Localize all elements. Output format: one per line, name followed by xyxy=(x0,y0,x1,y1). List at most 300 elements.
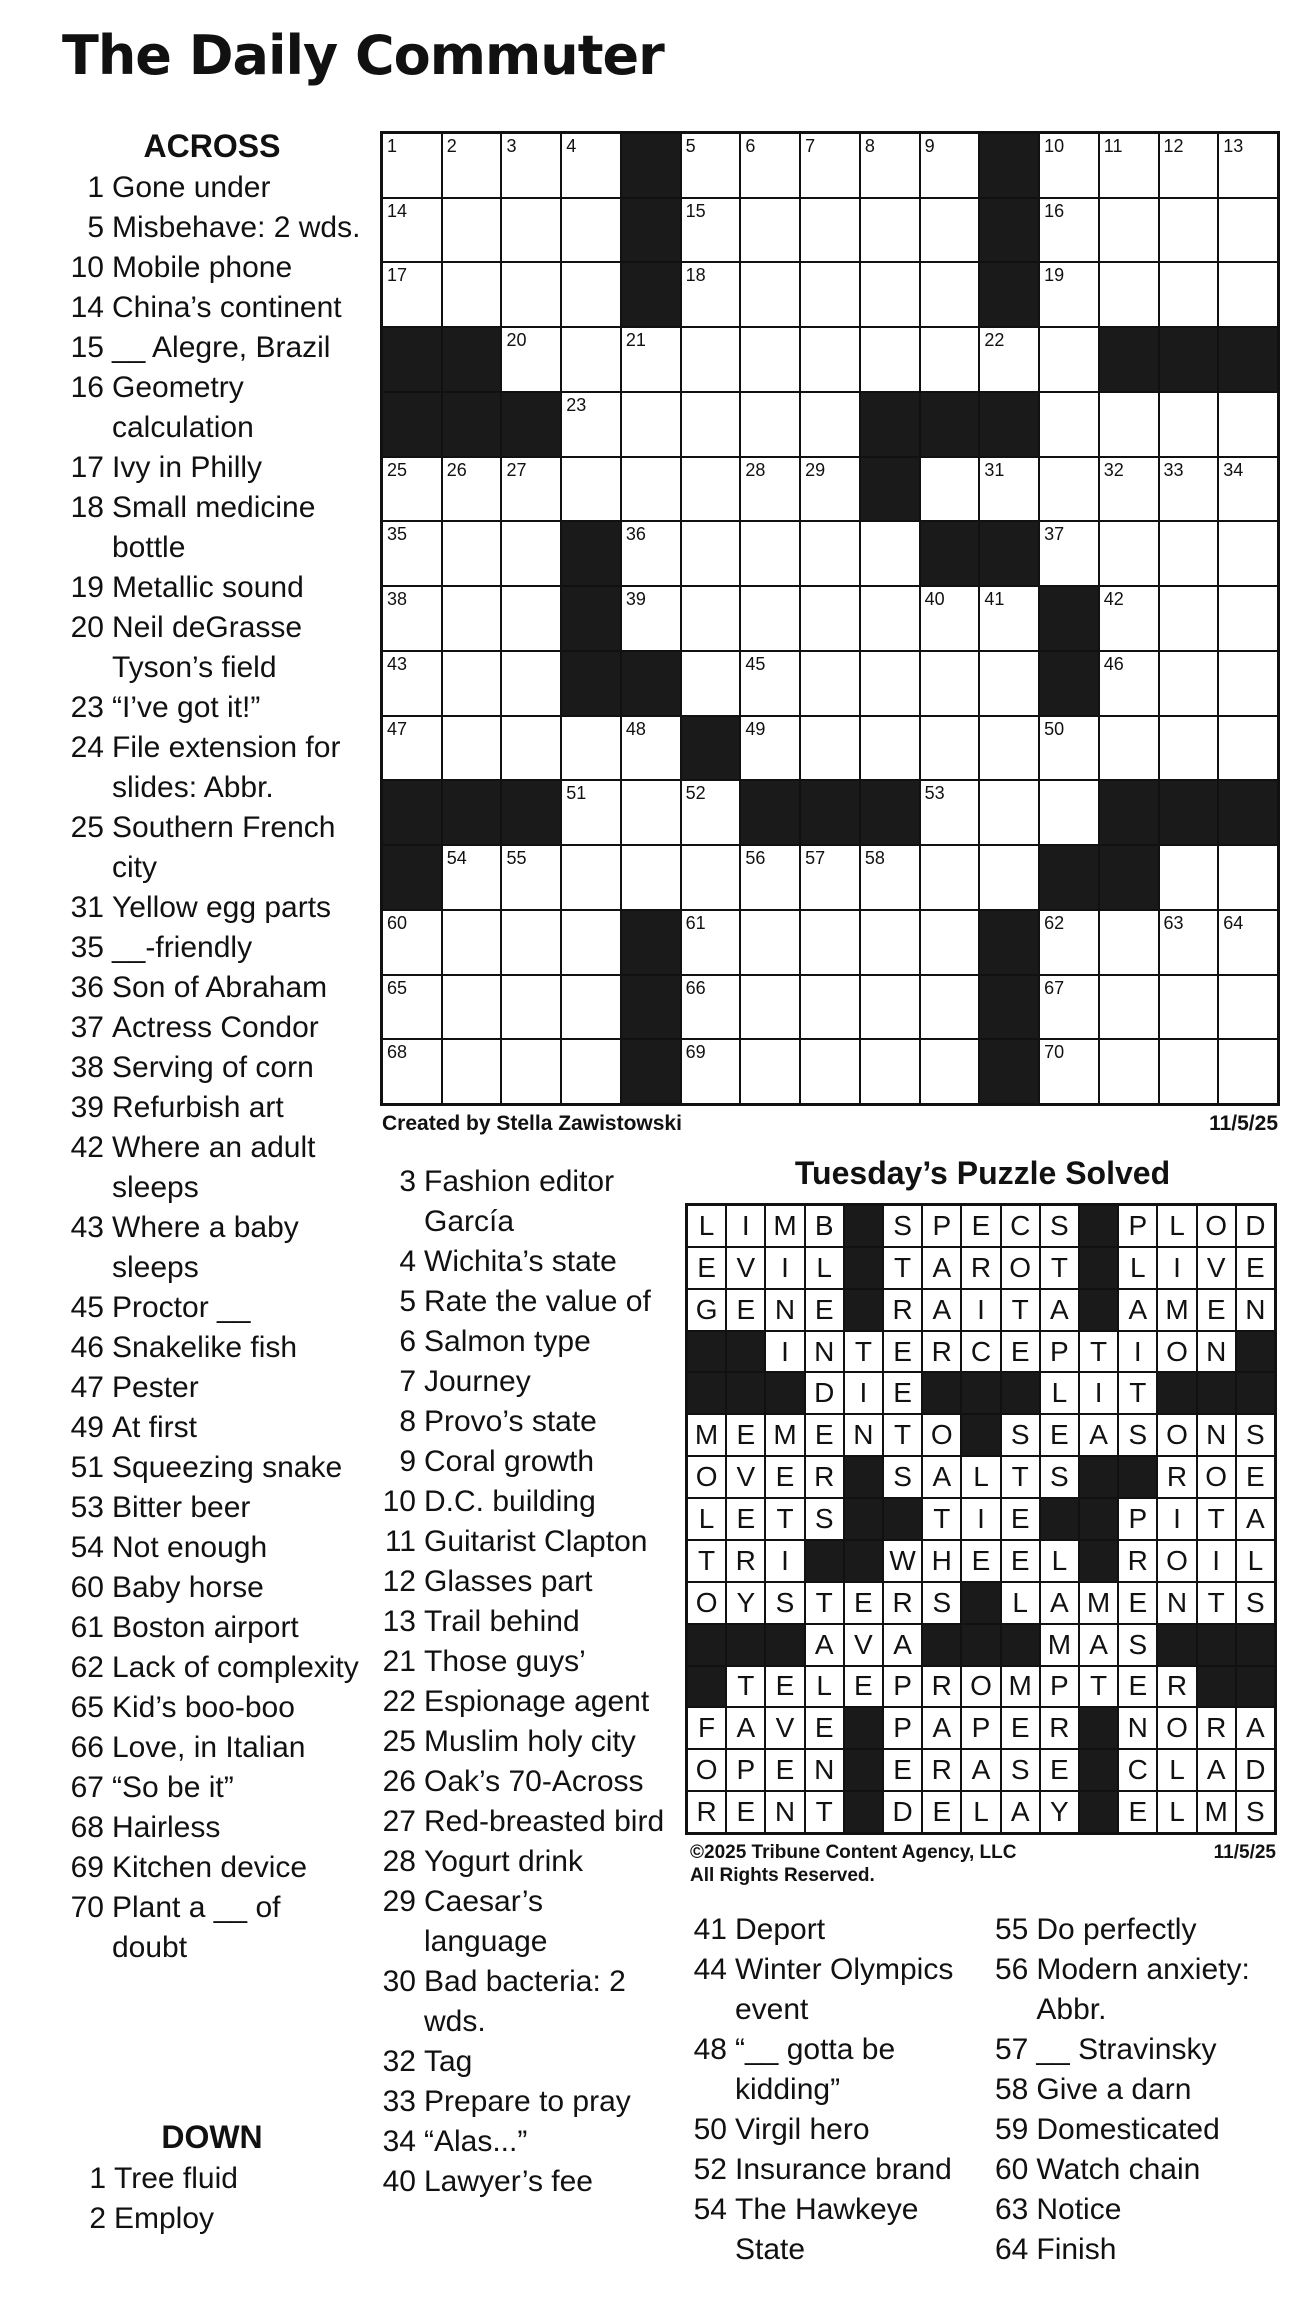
grid-cell[interactable] xyxy=(443,522,501,585)
grid-cell[interactable] xyxy=(801,587,859,650)
solved-letter: I xyxy=(766,1332,803,1372)
grid-cell[interactable] xyxy=(801,522,859,585)
grid-cell[interactable] xyxy=(1100,393,1158,456)
grid-cell[interactable] xyxy=(562,781,620,844)
clue-text: Modern anxiety: Abbr. xyxy=(1036,1953,1250,2026)
solved-letter: E xyxy=(884,1750,921,1790)
grid-cell[interactable] xyxy=(1100,911,1158,974)
grid-cell[interactable] xyxy=(921,976,979,1039)
grid-cell[interactable] xyxy=(443,846,501,909)
grid-cell[interactable] xyxy=(1219,1040,1277,1103)
grid-cell[interactable] xyxy=(741,976,799,1039)
grid-cell[interactable] xyxy=(1160,199,1218,262)
solved-block xyxy=(1002,1625,1039,1665)
grid-cell[interactable] xyxy=(622,393,680,456)
clue-item xyxy=(374,1962,674,2042)
solved-block xyxy=(845,1248,882,1288)
solved-block xyxy=(845,1206,882,1246)
grid-cell[interactable] xyxy=(921,458,979,521)
solved-letter: S xyxy=(884,1457,921,1497)
solved-block xyxy=(845,1750,882,1790)
cell-number: 15 xyxy=(685,200,706,221)
grid-cell[interactable] xyxy=(383,134,441,197)
grid-cell[interactable] xyxy=(622,781,680,844)
grid-block xyxy=(980,1040,1038,1103)
solved-letter: A xyxy=(923,1457,960,1497)
solved-puzzle-title: Tuesday’s Puzzle Solved xyxy=(794,1155,1171,1191)
clue-item xyxy=(62,1008,362,1048)
grid-cell[interactable] xyxy=(682,846,740,909)
grid-cell[interactable] xyxy=(1100,522,1158,585)
clue-number: 12 xyxy=(382,1565,416,1598)
solved-letter: N xyxy=(1237,1290,1274,1330)
grid-cell[interactable] xyxy=(980,846,1038,909)
solved-letter: R xyxy=(923,1332,960,1372)
grid-cell[interactable] xyxy=(921,652,979,715)
grid-cell[interactable] xyxy=(861,522,919,585)
grid-cell[interactable] xyxy=(741,846,799,909)
clue-number: 36 xyxy=(70,971,104,1004)
clue-item xyxy=(62,208,362,248)
solved-letter: E xyxy=(727,1415,764,1455)
clue-text: Pester xyxy=(112,1371,199,1404)
grid-cell[interactable] xyxy=(682,134,740,197)
clue-number: 43 xyxy=(70,1211,104,1244)
solved-letter: A xyxy=(1119,1290,1156,1330)
solved-letter: E xyxy=(727,1290,764,1330)
grid-cell[interactable] xyxy=(383,522,441,585)
grid-cell[interactable] xyxy=(801,393,859,456)
clue-number: 60 xyxy=(995,2153,1029,2186)
grid-cell[interactable] xyxy=(801,911,859,974)
solved-block xyxy=(1237,1332,1274,1372)
grid-cell[interactable] xyxy=(801,717,859,780)
grid-block xyxy=(1040,587,1098,650)
cell-number: 33 xyxy=(1163,459,1184,480)
grid-cell[interactable] xyxy=(1100,652,1158,715)
grid-cell[interactable] xyxy=(980,328,1038,391)
grid-cell[interactable] xyxy=(562,134,620,197)
grid-cell[interactable] xyxy=(1040,199,1098,262)
grid-cell[interactable] xyxy=(741,717,799,780)
solved-letter: T xyxy=(884,1415,921,1455)
clue-number: 51 xyxy=(70,1451,104,1484)
clue-item xyxy=(62,1208,362,1288)
grid-cell[interactable] xyxy=(921,781,979,844)
solved-block xyxy=(845,1792,882,1832)
grid-cell[interactable] xyxy=(861,134,919,197)
grid-cell[interactable] xyxy=(861,263,919,326)
grid-cell[interactable] xyxy=(383,587,441,650)
grid-cell[interactable] xyxy=(502,911,560,974)
grid-cell[interactable] xyxy=(622,522,680,585)
grid-cell[interactable] xyxy=(1040,522,1098,585)
cell-number: 5 xyxy=(685,136,696,156)
solved-letter: A xyxy=(923,1248,960,1288)
grid-cell[interactable] xyxy=(741,587,799,650)
grid-cell[interactable] xyxy=(443,652,501,715)
cell-number: 64 xyxy=(1223,912,1244,933)
grid-cell[interactable] xyxy=(741,134,799,197)
solved-letter: T xyxy=(1198,1499,1235,1539)
grid-cell[interactable] xyxy=(383,263,441,326)
solved-letter: E xyxy=(766,1457,803,1497)
grid-cell[interactable] xyxy=(861,199,919,262)
grid-cell[interactable] xyxy=(502,199,560,262)
grid-cell[interactable] xyxy=(562,911,620,974)
grid-cell[interactable] xyxy=(741,328,799,391)
clue-item xyxy=(62,168,362,208)
grid-cell[interactable] xyxy=(1100,458,1158,521)
grid-cell[interactable] xyxy=(682,911,740,974)
grid-cell[interactable] xyxy=(801,328,859,391)
grid-cell[interactable] xyxy=(682,781,740,844)
solved-letter: E xyxy=(923,1792,960,1832)
grid-cell[interactable] xyxy=(1040,134,1098,197)
clue-item xyxy=(374,2122,674,2162)
grid-cell[interactable] xyxy=(1040,717,1098,780)
grid-cell[interactable] xyxy=(562,328,620,391)
solved-letter: N xyxy=(1198,1332,1235,1372)
grid-cell[interactable] xyxy=(443,458,501,521)
solved-letter: E xyxy=(727,1792,764,1832)
grid-cell[interactable] xyxy=(1160,134,1218,197)
grid-block xyxy=(801,781,859,844)
solved-letter: T xyxy=(1002,1457,1039,1497)
clue-number: 62 xyxy=(70,1651,104,1684)
grid-cell[interactable] xyxy=(741,263,799,326)
grid-cell[interactable] xyxy=(682,652,740,715)
grid-cell[interactable] xyxy=(682,976,740,1039)
grid-cell[interactable] xyxy=(443,199,501,262)
solved-block xyxy=(1041,1499,1078,1539)
grid-cell[interactable] xyxy=(1100,717,1158,780)
grid-cell[interactable] xyxy=(1219,199,1277,262)
grid-cell[interactable] xyxy=(741,652,799,715)
grid-cell[interactable] xyxy=(801,199,859,262)
clue-text: Hairless xyxy=(112,1811,221,1844)
grid-cell[interactable] xyxy=(1219,263,1277,326)
grid-cell[interactable] xyxy=(741,199,799,262)
grid-block xyxy=(443,393,501,456)
grid-cell[interactable] xyxy=(1219,846,1277,909)
clue-number: 37 xyxy=(70,1011,104,1044)
grid-cell[interactable] xyxy=(383,199,441,262)
clue-text: Provo’s state xyxy=(424,1405,597,1438)
grid-cell[interactable] xyxy=(1160,458,1218,521)
solved-letter: L xyxy=(1158,1792,1195,1832)
solved-letter: O xyxy=(1158,1415,1195,1455)
clue-text: Boston airport xyxy=(112,1611,299,1644)
grid-cell[interactable] xyxy=(801,134,859,197)
grid-cell[interactable] xyxy=(502,458,560,521)
solved-block xyxy=(727,1332,764,1372)
solved-letter: A xyxy=(923,1290,960,1330)
grid-cell[interactable] xyxy=(1160,587,1218,650)
grid-cell[interactable] xyxy=(502,522,560,585)
grid-block xyxy=(741,781,799,844)
grid-cell[interactable] xyxy=(502,717,560,780)
grid-cell[interactable] xyxy=(980,652,1038,715)
grid-cell[interactable] xyxy=(682,263,740,326)
grid-cell[interactable] xyxy=(622,328,680,391)
cell-number: 32 xyxy=(1103,459,1124,480)
solved-letter: I xyxy=(962,1290,999,1330)
grid-cell[interactable] xyxy=(682,393,740,456)
clue-number: 14 xyxy=(70,291,104,324)
clue-item xyxy=(62,328,362,368)
grid-cell[interactable] xyxy=(741,458,799,521)
cell-number: 12 xyxy=(1163,136,1184,156)
grid-cell[interactable] xyxy=(562,458,620,521)
grid-cell[interactable] xyxy=(502,846,560,909)
solved-letter: P xyxy=(884,1667,921,1707)
grid-cell[interactable] xyxy=(443,134,501,197)
grid-cell[interactable] xyxy=(1100,134,1158,197)
grid-cell[interactable] xyxy=(682,458,740,521)
clue-number: 25 xyxy=(70,811,104,844)
grid-cell[interactable] xyxy=(921,199,979,262)
grid-cell[interactable] xyxy=(1040,458,1098,521)
grid-block xyxy=(1219,781,1277,844)
solved-letter: M xyxy=(1198,1792,1235,1832)
grid-cell[interactable] xyxy=(801,652,859,715)
grid-cell[interactable] xyxy=(1100,199,1158,262)
grid-cell[interactable] xyxy=(622,458,680,521)
grid-cell[interactable] xyxy=(921,846,979,909)
grid-cell[interactable] xyxy=(980,458,1038,521)
cell-number: 58 xyxy=(864,848,885,869)
grid-cell[interactable] xyxy=(1160,522,1218,585)
grid-cell[interactable] xyxy=(443,587,501,650)
grid-cell[interactable] xyxy=(861,911,919,974)
grid-cell[interactable] xyxy=(562,717,620,780)
clue-text: Snakelike fish xyxy=(112,1331,298,1364)
clue-number: 45 xyxy=(70,1291,104,1324)
solved-letter: O xyxy=(1002,1248,1039,1288)
grid-cell[interactable] xyxy=(921,263,979,326)
grid-cell[interactable] xyxy=(1219,393,1277,456)
grid-cell[interactable] xyxy=(1160,263,1218,326)
solved-block xyxy=(1237,1373,1274,1413)
grid-cell[interactable] xyxy=(980,781,1038,844)
clue-text: Fashion editor García xyxy=(424,1165,615,1238)
clue-item xyxy=(374,1402,674,1442)
clue-text: Love, in Italian xyxy=(112,1731,306,1764)
cell-number: 35 xyxy=(387,524,408,545)
grid-cell[interactable] xyxy=(1160,1040,1218,1103)
grid-cell[interactable] xyxy=(1160,911,1218,974)
clue-item xyxy=(62,1608,362,1648)
grid-cell[interactable] xyxy=(980,587,1038,650)
clue-number: 7 xyxy=(399,1365,416,1398)
grid-cell[interactable] xyxy=(562,846,620,909)
grid-cell[interactable] xyxy=(682,587,740,650)
clue-text: Winter Olympics event xyxy=(735,1953,954,2026)
grid-cell[interactable] xyxy=(921,911,979,974)
grid-cell[interactable] xyxy=(1160,976,1218,1039)
clue-number: 1 xyxy=(89,2162,106,2195)
grid-block xyxy=(1100,781,1158,844)
grid-cell[interactable] xyxy=(861,717,919,780)
grid-cell[interactable] xyxy=(383,911,441,974)
grid-cell[interactable] xyxy=(1219,717,1277,780)
grid-cell[interactable] xyxy=(1160,846,1218,909)
grid-cell[interactable] xyxy=(622,587,680,650)
grid-cell[interactable] xyxy=(801,1040,859,1103)
solved-letter: R xyxy=(1198,1708,1235,1748)
clue-number: 64 xyxy=(995,2233,1029,2266)
grid-cell[interactable] xyxy=(443,911,501,974)
solved-block xyxy=(1237,1667,1274,1707)
grid-cell[interactable] xyxy=(562,393,620,456)
grid-cell[interactable] xyxy=(861,652,919,715)
grid-cell[interactable] xyxy=(741,911,799,974)
grid-cell[interactable] xyxy=(682,1040,740,1103)
grid-cell[interactable] xyxy=(502,328,560,391)
grid-cell[interactable] xyxy=(1040,976,1098,1039)
grid-cell[interactable] xyxy=(1100,976,1158,1039)
grid-cell[interactable] xyxy=(562,1040,620,1103)
clue-item xyxy=(374,1162,674,1242)
grid-cell[interactable] xyxy=(1219,976,1277,1039)
grid-block xyxy=(383,781,441,844)
solved-block xyxy=(923,1373,960,1413)
grid-cell[interactable] xyxy=(921,587,979,650)
cell-number: 16 xyxy=(1044,200,1065,221)
clue-text: Employ xyxy=(114,2202,215,2235)
grid-cell[interactable] xyxy=(1219,458,1277,521)
grid-cell[interactable] xyxy=(502,263,560,326)
grid-cell[interactable] xyxy=(921,328,979,391)
clue-text: Where a baby sleeps xyxy=(112,1211,299,1284)
solved-block xyxy=(727,1373,764,1413)
grid-cell[interactable] xyxy=(741,1040,799,1103)
grid-cell[interactable] xyxy=(921,134,979,197)
grid-cell[interactable] xyxy=(1160,393,1218,456)
grid-cell[interactable] xyxy=(383,652,441,715)
copyright-line-1: ©2025 Tribune Content Agency, LLC xyxy=(690,1842,1017,1863)
grid-cell[interactable] xyxy=(1160,717,1218,780)
grid-cell[interactable] xyxy=(383,976,441,1039)
grid-cell[interactable] xyxy=(801,458,859,521)
grid-cell[interactable] xyxy=(801,846,859,909)
cell-number: 46 xyxy=(1103,653,1124,674)
grid-cell[interactable] xyxy=(861,587,919,650)
grid-cell[interactable] xyxy=(861,1040,919,1103)
grid-cell[interactable] xyxy=(443,717,501,780)
solved-letter: L xyxy=(962,1457,999,1497)
grid-cell[interactable] xyxy=(383,458,441,521)
grid-cell[interactable] xyxy=(562,976,620,1039)
solved-letter: A xyxy=(962,1750,999,1790)
grid-cell[interactable] xyxy=(1219,911,1277,974)
grid-cell[interactable] xyxy=(1040,328,1098,391)
grid-cell[interactable] xyxy=(1040,781,1098,844)
grid-cell[interactable] xyxy=(1040,911,1098,974)
grid-cell[interactable] xyxy=(801,263,859,326)
clue-item xyxy=(62,448,362,488)
clue-text: File extension for slides: Abbr. xyxy=(112,731,341,804)
grid-cell[interactable] xyxy=(1219,134,1277,197)
grid-cell[interactable] xyxy=(502,1040,560,1103)
solved-letter: R xyxy=(806,1457,843,1497)
grid-cell[interactable] xyxy=(1040,1040,1098,1103)
grid-cell[interactable] xyxy=(741,522,799,585)
grid-block xyxy=(622,1040,680,1103)
grid-cell[interactable] xyxy=(861,846,919,909)
grid-cell[interactable] xyxy=(443,1040,501,1103)
cell-number: 53 xyxy=(924,783,945,804)
grid-cell[interactable] xyxy=(682,522,740,585)
clue-text: Salmon type xyxy=(424,1325,591,1358)
grid-cell[interactable] xyxy=(1160,652,1218,715)
grid-cell[interactable] xyxy=(383,1040,441,1103)
grid-cell[interactable] xyxy=(741,393,799,456)
grid-cell[interactable] xyxy=(443,263,501,326)
cell-number: 50 xyxy=(1044,718,1065,739)
grid-cell[interactable] xyxy=(1100,587,1158,650)
solved-letter: A xyxy=(1237,1499,1274,1539)
clue-text: __ Alegre, Brazil xyxy=(112,331,331,364)
clue-item xyxy=(685,1950,985,2030)
grid-cell[interactable] xyxy=(562,263,620,326)
solved-letter: O xyxy=(1158,1541,1195,1581)
solved-letter: I xyxy=(1198,1541,1235,1581)
grid-cell[interactable] xyxy=(921,717,979,780)
grid-cell[interactable] xyxy=(1219,652,1277,715)
solved-block xyxy=(923,1625,960,1665)
grid-cell[interactable] xyxy=(502,976,560,1039)
solved-letter: P xyxy=(923,1206,960,1246)
grid-cell[interactable] xyxy=(921,1040,979,1103)
grid-cell[interactable] xyxy=(502,652,560,715)
grid-cell[interactable] xyxy=(443,976,501,1039)
grid-cell[interactable] xyxy=(682,328,740,391)
grid-cell[interactable] xyxy=(562,199,620,262)
clue-text: __ Stravinsky xyxy=(1036,2033,1217,2066)
grid-cell[interactable] xyxy=(861,976,919,1039)
grid-cell[interactable] xyxy=(1219,522,1277,585)
grid-cell[interactable] xyxy=(502,134,560,197)
grid-cell[interactable] xyxy=(622,846,680,909)
solved-block xyxy=(1080,1792,1117,1832)
solved-letter: S xyxy=(806,1499,843,1539)
grid-cell[interactable] xyxy=(1100,1040,1158,1103)
grid-cell[interactable] xyxy=(502,587,560,650)
solved-letter: C xyxy=(1002,1206,1039,1246)
grid-cell[interactable] xyxy=(861,328,919,391)
clue-number: 9 xyxy=(399,1445,416,1478)
grid-cell[interactable] xyxy=(1040,263,1098,326)
solved-letter: C xyxy=(1119,1750,1156,1790)
cell-number: 23 xyxy=(566,394,587,415)
grid-block xyxy=(383,328,441,391)
grid-cell[interactable] xyxy=(1100,263,1158,326)
grid-cell[interactable] xyxy=(980,717,1038,780)
grid-cell[interactable] xyxy=(801,976,859,1039)
grid-cell[interactable] xyxy=(682,199,740,262)
clue-text: Geometry calculation xyxy=(112,371,254,444)
grid-cell[interactable] xyxy=(622,717,680,780)
clue-item xyxy=(374,1602,674,1642)
clue-number: 55 xyxy=(995,1913,1029,1946)
solved-block xyxy=(1080,1290,1117,1330)
grid-cell[interactable] xyxy=(383,717,441,780)
clue-text: “So be it” xyxy=(112,1771,234,1804)
grid-cell[interactable] xyxy=(1219,587,1277,650)
grid-cell[interactable] xyxy=(1040,393,1098,456)
